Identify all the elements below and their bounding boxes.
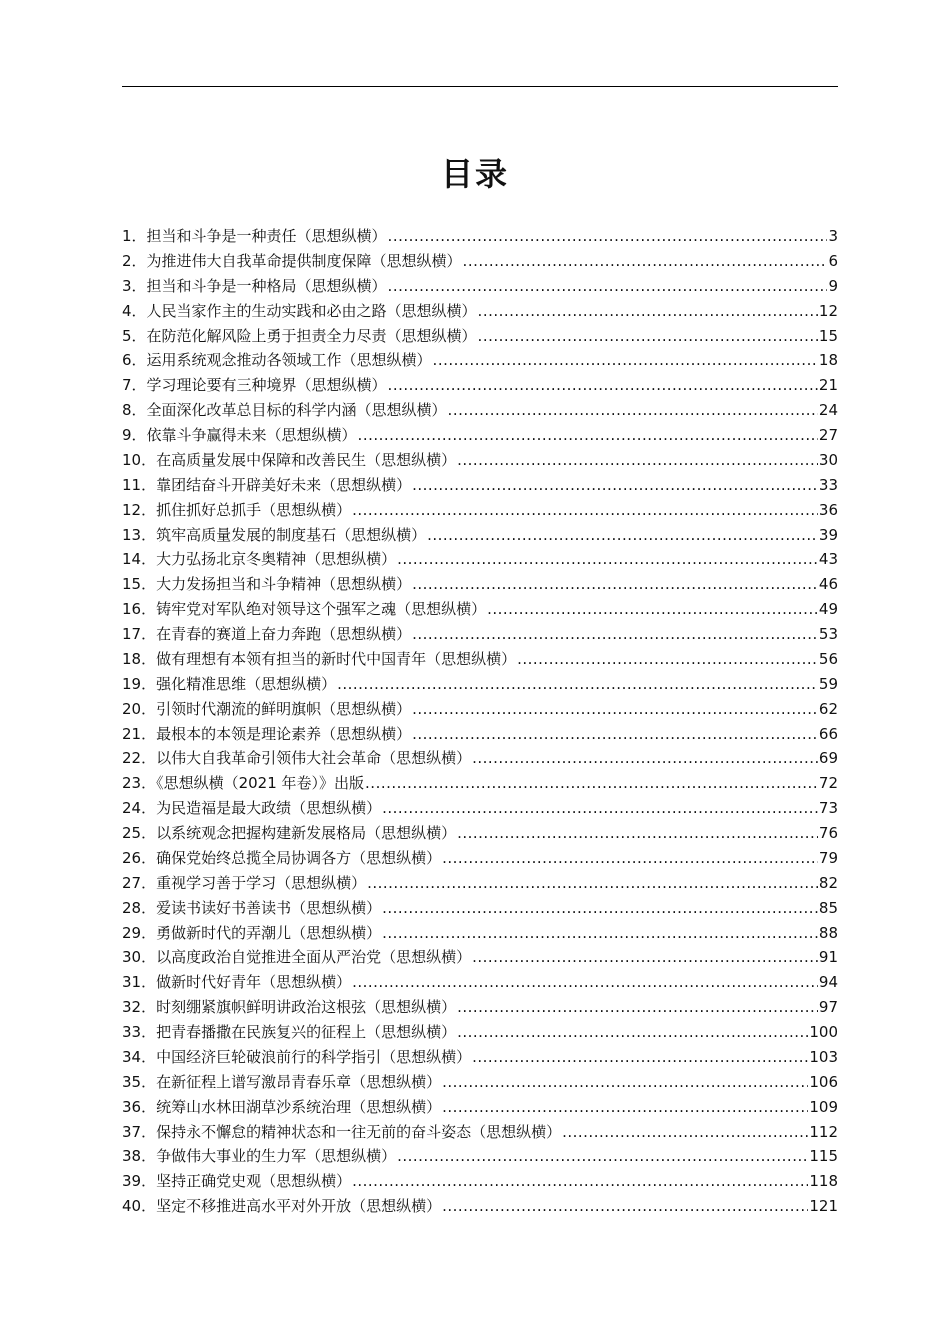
toc-entry-title: 40．坚定不移推进高水平对外开放（思想纵横） xyxy=(122,1197,442,1216)
toc-entry[interactable] xyxy=(122,1194,838,1219)
toc-entry-title: 25．以系统观念把握构建新发展格局（思想纵横） xyxy=(122,824,457,842)
toc-entry-page-number: 85 xyxy=(818,898,838,917)
toc-entry[interactable] xyxy=(122,423,838,448)
toc-dot-leader xyxy=(358,423,818,448)
toc-dot-leader xyxy=(352,1169,808,1194)
toc-entry-page-number: 121 xyxy=(809,1197,838,1216)
toc-entry-page-number: 6 xyxy=(828,251,838,270)
toc-entry-page-number: 103 xyxy=(809,1047,838,1066)
toc-dot-leader xyxy=(412,473,818,498)
toc-entry-title: 12．抓住抓好总抓手（思想纵横） xyxy=(122,500,352,519)
toc-dot-leader xyxy=(472,746,818,771)
toc-entry[interactable] xyxy=(122,722,838,747)
header-rule xyxy=(122,86,838,87)
toc-entry-title: 35．在新征程上谱写激昂青春乐章（思想纵横） xyxy=(122,1072,442,1091)
toc-dot-leader xyxy=(412,572,818,597)
toc-entry[interactable] xyxy=(122,647,838,672)
toc-dot-leader xyxy=(487,597,818,622)
toc-dot-leader xyxy=(397,1144,808,1169)
toc-dot-leader xyxy=(457,821,818,846)
toc-dot-leader xyxy=(365,771,818,796)
toc-dot-leader xyxy=(412,697,818,722)
toc-entry[interactable] xyxy=(122,224,838,249)
toc-entry-title: 14．大力弘扬北京冬奥精神（思想纵横） xyxy=(122,550,397,569)
toc-entry-title: 4．人民当家作主的生动实践和必由之路（思想纵横） xyxy=(122,301,477,320)
toc-dot-leader xyxy=(472,945,818,970)
toc-dot-leader xyxy=(367,871,818,896)
toc-entry-title: 31．做新时代好青年（思想纵横） xyxy=(122,973,352,992)
toc-entry[interactable] xyxy=(122,921,838,946)
toc-entry-page-number: 109 xyxy=(809,1097,838,1116)
toc-dot-leader xyxy=(388,224,828,249)
toc-entry-page-number: 62 xyxy=(818,699,838,718)
toc-entry-page-number: 27 xyxy=(818,426,838,444)
toc-entry[interactable] xyxy=(122,348,838,373)
toc-entry[interactable] xyxy=(122,597,838,622)
toc-entry-page-number: 72 xyxy=(818,774,838,793)
toc-entry[interactable] xyxy=(122,846,838,871)
toc-entry[interactable] xyxy=(122,249,838,274)
toc-entry-page-number: 66 xyxy=(818,724,838,743)
toc-entry[interactable] xyxy=(122,746,838,771)
toc-entry-title: 22．以伟大自我革命引领伟大社会革命（思想纵横） xyxy=(122,749,472,768)
toc-entry-page-number: 53 xyxy=(818,625,838,643)
toc-dot-leader xyxy=(448,398,818,423)
toc-dot-leader xyxy=(442,1070,808,1095)
toc-entry[interactable] xyxy=(122,821,838,846)
toc-entry-page-number: 43 xyxy=(818,550,838,569)
toc-entry-title: 28．爱读书读好书善读书（思想纵横） xyxy=(122,898,382,917)
toc-entry[interactable] xyxy=(122,697,838,722)
toc-dot-leader xyxy=(457,995,818,1020)
toc-entry[interactable] xyxy=(122,995,838,1020)
toc-entry-page-number: 100 xyxy=(809,1023,838,1041)
toc-entry-page-number: 112 xyxy=(809,1122,838,1141)
toc-entry[interactable] xyxy=(122,945,838,970)
toc-entry-page-number: 106 xyxy=(809,1072,838,1091)
toc-dot-leader xyxy=(457,1020,808,1045)
toc-dot-leader xyxy=(388,373,818,398)
toc-entry[interactable] xyxy=(122,871,838,896)
toc-entry-page-number: 115 xyxy=(809,1147,838,1166)
toc-entry-page-number: 9 xyxy=(828,276,838,295)
toc-entry[interactable] xyxy=(122,274,838,299)
toc-entry[interactable] xyxy=(122,622,838,647)
toc-entry-page-number: 56 xyxy=(818,649,838,668)
toc-entry-title: 13．筑牢高质量发展的制度基石（思想纵横） xyxy=(122,525,427,544)
toc-entry-title: 6．运用系统观念推动各领域工作（思想纵横） xyxy=(122,351,432,370)
toc-entry-page-number: 69 xyxy=(818,749,838,768)
toc-entry-title: 37．保持永不懈怠的精神状态和一往无前的奋斗姿态（思想纵横） xyxy=(122,1122,562,1141)
toc-entry-title: 27．重视学习善于学习（思想纵横） xyxy=(122,873,367,892)
toc-entry-title: 26．确保党始终总揽全局协调各方（思想纵横） xyxy=(122,848,442,867)
toc-entry-page-number: 59 xyxy=(818,674,838,693)
toc-entry-title: 33．把青春播撒在民族复兴的征程上（思想纵横） xyxy=(122,1023,457,1041)
toc-entry[interactable] xyxy=(122,498,838,523)
toc-entry-title: 11．靠团结奋斗开辟美好未来（思想纵横） xyxy=(122,475,412,494)
toc-dot-leader xyxy=(427,523,818,548)
toc-entry-title: 7．学习理论要有三种境界（思想纵横） xyxy=(122,376,387,395)
toc-dot-leader xyxy=(412,622,818,647)
toc-dot-leader xyxy=(382,796,818,821)
toc-entry[interactable] xyxy=(122,1169,838,1194)
toc-dot-leader xyxy=(442,846,818,871)
toc-dot-leader xyxy=(442,1095,808,1120)
toc-dot-leader xyxy=(442,1194,808,1219)
toc-entry-page-number: 97 xyxy=(818,998,838,1017)
toc-entry-page-number: 12 xyxy=(818,301,838,320)
toc-entry-page-number: 21 xyxy=(818,376,838,395)
toc-entry-page-number: 76 xyxy=(818,824,838,842)
toc-dot-leader xyxy=(517,647,818,672)
toc-entry[interactable] xyxy=(122,1045,838,1070)
toc-entry-page-number: 94 xyxy=(818,973,838,992)
toc-entry[interactable] xyxy=(122,324,838,349)
toc-dot-leader xyxy=(478,299,818,324)
toc-dot-leader xyxy=(382,921,818,946)
toc-entry-page-number: 82 xyxy=(818,873,838,892)
toc-entry[interactable] xyxy=(122,796,838,821)
toc-entry-page-number: 88 xyxy=(818,923,838,942)
toc-entry-page-number: 3 xyxy=(828,227,838,245)
toc-entry-title: 3．担当和斗争是一种格局（思想纵横） xyxy=(122,276,387,295)
toc-entry-title: 9．依靠斗争赢得未来（思想纵横） xyxy=(122,426,357,444)
toc-dot-leader xyxy=(352,498,818,523)
toc-entry[interactable] xyxy=(122,1095,838,1120)
toc-entry-title: 15．大力发扬担当和斗争精神（思想纵横） xyxy=(122,575,412,594)
toc-entry-page-number: 15 xyxy=(818,326,838,345)
toc-entry-title: 30．以高度政治自觉推进全面从严治党（思想纵横） xyxy=(122,948,472,967)
toc-entry-page-number: 30 xyxy=(818,450,838,469)
toc-entry[interactable] xyxy=(122,523,838,548)
toc-entry-title: 18．做有理想有本领有担当的新时代中国青年（思想纵横） xyxy=(122,649,517,668)
toc-entry[interactable] xyxy=(122,1120,838,1145)
toc-entry[interactable] xyxy=(122,299,838,324)
toc-entry[interactable] xyxy=(122,771,838,796)
toc-entry[interactable] xyxy=(122,398,838,423)
toc-entry-title: 10．在高质量发展中保障和改善民生（思想纵横） xyxy=(122,450,457,469)
toc-dot-leader xyxy=(457,448,818,473)
toc-entry[interactable] xyxy=(122,970,838,995)
toc-entry[interactable] xyxy=(122,672,838,697)
toc-dot-leader xyxy=(388,274,828,299)
toc-entry-page-number: 73 xyxy=(818,799,838,818)
toc-entry-page-number: 18 xyxy=(818,351,838,370)
toc-entry-title: 36．统筹山水林田湖草沙系统治理（思想纵横） xyxy=(122,1097,442,1116)
toc-entry-page-number: 24 xyxy=(818,401,838,420)
toc-entry-title: 34．中国经济巨轮破浪前行的科学指引（思想纵横） xyxy=(122,1047,472,1066)
toc-entry[interactable] xyxy=(122,473,838,498)
toc-entry-title: 19．强化精准思维（思想纵横） xyxy=(122,674,337,693)
toc-entry[interactable] xyxy=(122,896,838,921)
toc-entry-page-number: 79 xyxy=(818,848,838,867)
toc-entry-title: 17．在青春的赛道上奋力奔跑（思想纵横） xyxy=(122,625,412,643)
toc-entry[interactable] xyxy=(122,1070,838,1095)
toc-entry-title: 1．担当和斗争是一种责任（思想纵横） xyxy=(122,227,387,245)
toc-entry-title: 8．全面深化改革总目标的科学内涵（思想纵横） xyxy=(122,401,447,420)
toc-dot-leader xyxy=(397,547,818,572)
toc-entry-title: 23．《思想纵横（2021 年卷）》出版 xyxy=(122,774,365,793)
toc-dot-leader xyxy=(463,249,828,274)
toc-entry-title: 39．坚持正确党史观（思想纵横） xyxy=(122,1172,352,1191)
toc-entry[interactable] xyxy=(122,448,838,473)
toc-entry[interactable] xyxy=(122,373,838,398)
toc-dot-leader xyxy=(412,722,818,747)
toc-entry-title: 21．最根本的本领是理论素养（思想纵横） xyxy=(122,724,412,743)
toc-dot-leader xyxy=(352,970,818,995)
toc-entry-page-number: 33 xyxy=(818,475,838,494)
toc-entry-title: 38．争做伟大事业的生力军（思想纵横） xyxy=(122,1147,397,1166)
toc-entry-page-number: 39 xyxy=(818,525,838,544)
toc-entry-title: 16．铸牢党对军队绝对领导这个强军之魂（思想纵横） xyxy=(122,600,487,619)
table-of-contents xyxy=(122,224,838,1219)
toc-entry[interactable] xyxy=(122,572,838,597)
toc-entry-title: 5．在防范化解风险上勇于担责全力尽责（思想纵横） xyxy=(122,326,477,345)
toc-entry-title: 2．为推进伟大自我革命提供制度保障（思想纵横） xyxy=(122,251,462,270)
toc-entry[interactable] xyxy=(122,1144,838,1169)
toc-entry[interactable] xyxy=(122,547,838,572)
toc-entry-page-number: 49 xyxy=(818,600,838,619)
toc-entry-title: 32．时刻绷紧旗帜鲜明讲政治这根弦（思想纵横） xyxy=(122,998,457,1017)
toc-entry-page-number: 91 xyxy=(818,948,838,967)
toc-dot-leader xyxy=(472,1045,808,1070)
toc-entry-title: 20．引领时代潮流的鲜明旗帜（思想纵横） xyxy=(122,699,412,718)
toc-entry-title: 29．勇做新时代的弄潮儿（思想纵横） xyxy=(122,923,382,942)
toc-dot-leader xyxy=(478,324,818,349)
toc-entry-title: 24．为民造福是最大政绩（思想纵横） xyxy=(122,799,382,818)
toc-dot-leader xyxy=(433,348,818,373)
toc-dot-leader xyxy=(337,672,818,697)
toc-dot-leader xyxy=(382,896,818,921)
toc-entry-page-number: 46 xyxy=(818,575,838,594)
toc-entry-page-number: 36 xyxy=(818,500,838,519)
toc-entry[interactable] xyxy=(122,1020,838,1045)
toc-dot-leader xyxy=(562,1120,808,1145)
page-title: 目录 xyxy=(440,155,509,193)
toc-entry-page-number: 118 xyxy=(809,1172,838,1191)
